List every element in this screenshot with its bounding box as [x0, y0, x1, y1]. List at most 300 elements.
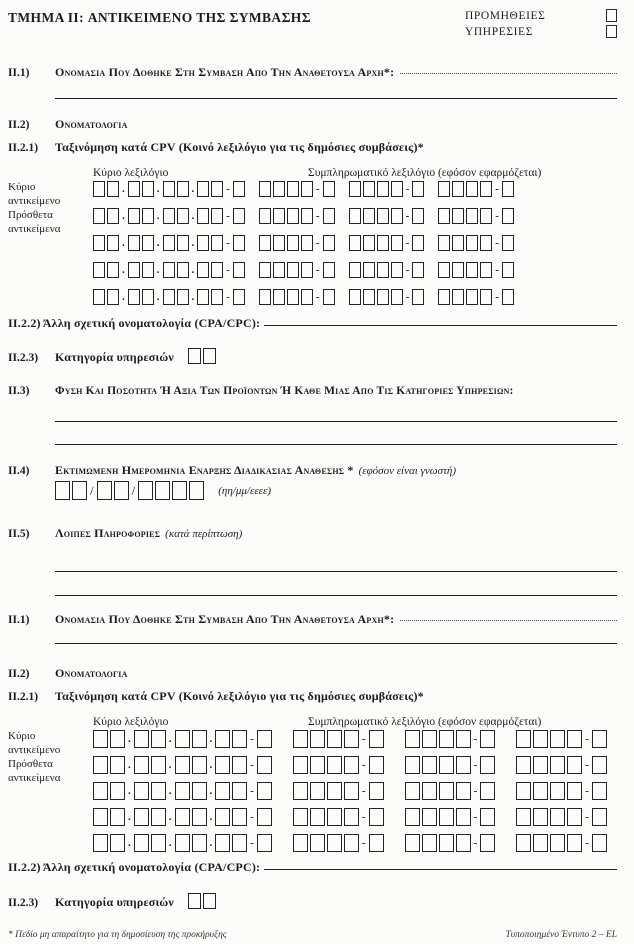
cpv-digit-box[interactable] [287, 181, 299, 197]
nature-quantity-write-line-1[interactable] [55, 421, 617, 422]
cpv-digit-box[interactable] [142, 208, 154, 224]
dot-separator: . [122, 182, 125, 195]
cpv-digit-box[interactable] [287, 262, 299, 278]
cpv-digit-box[interactable] [349, 181, 361, 197]
cpv-digit-box[interactable] [567, 730, 582, 748]
cpv-digit-box[interactable] [405, 834, 420, 852]
cpv-digit-box[interactable] [310, 730, 325, 748]
cpv-digit-box[interactable] [259, 208, 271, 224]
cpv-digit-box[interactable] [456, 756, 471, 774]
cpv-digit-box[interactable] [439, 834, 454, 852]
cpv-digit-box[interactable] [310, 756, 325, 774]
cpv-digit-box[interactable] [452, 208, 464, 224]
cpv-digit-box[interactable] [93, 208, 105, 224]
cpv-digit-box[interactable] [516, 756, 531, 774]
cpv-digit-box[interactable] [273, 235, 285, 251]
cpv-check-digit-box[interactable] [257, 730, 272, 748]
cpv-digit-box[interactable] [452, 235, 464, 251]
cpv-supplementary-code [349, 181, 425, 197]
cpv-digit-box[interactable] [110, 782, 125, 800]
cpv-digit-box[interactable] [107, 235, 119, 251]
date-format-hint: (ηη/μμ/εεεε) [218, 484, 271, 497]
service-category-box[interactable] [203, 893, 216, 909]
cpv-digit-box[interactable] [215, 756, 230, 774]
cpv-check-digit-box[interactable] [369, 756, 384, 774]
cpv-check-digit-box[interactable] [592, 834, 607, 852]
cpv-check-digit-box[interactable] [257, 808, 272, 826]
cpv-check-digit-box[interactable] [233, 208, 245, 224]
section-ii21-b [8, 689, 617, 704]
cpv-check-digit-box[interactable] [480, 834, 495, 852]
cpv-digit-box[interactable] [259, 262, 271, 278]
cpv-digit-box[interactable] [567, 808, 582, 826]
cpv-digit-box[interactable] [232, 756, 247, 774]
cpv-digit-box[interactable] [134, 782, 149, 800]
dot-separator: . [209, 758, 213, 771]
cpv-digit-box[interactable] [377, 208, 389, 224]
cpv-digit-box[interactable] [293, 808, 308, 826]
cpv-digit-box[interactable] [197, 262, 209, 278]
contract-name-dotted-field[interactable] [400, 73, 617, 74]
cpv-digit-box[interactable] [344, 756, 359, 774]
ii21-number: II.2.1) [8, 142, 39, 154]
cpv-digit-box[interactable] [516, 730, 531, 748]
cpv-digit-box[interactable] [107, 208, 119, 224]
cpv-digit-box[interactable] [128, 181, 140, 197]
cpv-digit-box[interactable] [110, 730, 125, 748]
cpv-digit-box[interactable] [456, 782, 471, 800]
cpv-digit-box[interactable] [273, 289, 285, 305]
cpv-digit-box[interactable] [259, 289, 271, 305]
date-digit-box[interactable] [72, 481, 87, 500]
dash-separator: - [585, 732, 589, 745]
cpv-digit-box[interactable] [177, 208, 189, 224]
cpv-digit-box[interactable] [422, 756, 437, 774]
cpv-digit-box[interactable] [439, 808, 454, 826]
cpv-digit-box[interactable] [273, 262, 285, 278]
cpv-check-digit-box[interactable] [592, 782, 607, 800]
cpv-digit-box[interactable] [452, 262, 464, 278]
cpv-digit-box[interactable] [533, 834, 548, 852]
cpv-digit-box[interactable] [192, 782, 207, 800]
cpv-digit-box[interactable] [349, 262, 361, 278]
cpv-check-digit-box[interactable] [480, 730, 495, 748]
cpv-check-digit-box[interactable] [323, 208, 335, 224]
cpv-digit-box[interactable] [134, 834, 149, 852]
cpv-digit-box[interactable] [287, 289, 299, 305]
cpv-digit-box[interactable] [93, 730, 108, 748]
date-digit-box[interactable] [114, 481, 129, 500]
cpv-digit-box[interactable] [301, 208, 313, 224]
cpv-digit-box[interactable] [128, 235, 140, 251]
cpv-digit-box[interactable] [163, 262, 175, 278]
nature-quantity-write-line-2[interactable] [55, 444, 617, 445]
cpv-digit-box[interactable] [550, 730, 565, 748]
cpv-digit-box[interactable] [344, 730, 359, 748]
cpv-row-additional-object [93, 756, 617, 774]
cpv-digit-box[interactable] [110, 834, 125, 852]
cpv-digit-box[interactable] [163, 181, 175, 197]
cpv-digit-box[interactable] [349, 235, 361, 251]
cpv-digit-box[interactable] [363, 262, 375, 278]
cpv-digit-box[interactable] [480, 208, 492, 224]
cpv-digit-box[interactable] [192, 756, 207, 774]
cpv-digit-box[interactable] [349, 208, 361, 224]
cpv-supplementary-code [349, 235, 425, 251]
dash-separator: - [315, 236, 320, 249]
cpv-digit-box[interactable] [567, 756, 582, 774]
cpv-check-digit-box[interactable] [592, 808, 607, 826]
cpv-digit-box[interactable] [438, 181, 450, 197]
cpv-digit-box[interactable] [211, 289, 223, 305]
cpa-cpc-write-line[interactable] [264, 325, 617, 326]
cpv-digit-box[interactable] [175, 730, 190, 748]
cpv-digit-box[interactable] [438, 262, 450, 278]
cpv-check-digit-box[interactable] [412, 181, 424, 197]
cpv-check-digit-box[interactable] [323, 262, 335, 278]
cpv-digit-box[interactable] [327, 730, 342, 748]
cpv-check-digit-box[interactable] [257, 834, 272, 852]
cpv-digit-box[interactable] [452, 181, 464, 197]
cpv-digit-box[interactable] [151, 808, 166, 826]
date-digit-box[interactable] [55, 481, 70, 500]
date-digit-box[interactable] [172, 481, 187, 500]
dash-separator: - [495, 290, 499, 303]
cpv-digit-box[interactable] [438, 208, 450, 224]
cpv-digit-box[interactable] [287, 235, 299, 251]
dot-separator: . [156, 236, 160, 249]
cpv-digit-box[interactable] [93, 808, 108, 826]
cpv-digit-box[interactable] [215, 782, 230, 800]
cpv-digit-box[interactable] [134, 756, 149, 774]
cpv-digit-box[interactable] [151, 756, 166, 774]
cpv-digit-box[interactable] [163, 208, 175, 224]
cpv-supplementary-code [516, 756, 607, 774]
cpv-check-digit-box[interactable] [480, 808, 495, 826]
cpv-digit-box[interactable] [197, 181, 209, 197]
cpv-digit-box[interactable] [142, 235, 154, 251]
dash-separator: - [250, 784, 254, 797]
cpv-digit-box[interactable] [439, 782, 454, 800]
cpv-row-main-object [93, 730, 617, 748]
cpv-digit-box[interactable] [391, 235, 403, 251]
cpv-digit-box[interactable] [466, 208, 478, 224]
ii3-number: II.3) [8, 385, 30, 397]
cpv-digit-box[interactable] [405, 782, 420, 800]
cpv-supplementary-code [438, 208, 514, 224]
cpv-digit-box[interactable] [391, 181, 403, 197]
cpv-digit-box[interactable] [293, 782, 308, 800]
cpv-check-digit-box[interactable] [502, 262, 514, 278]
cpv-digit-box[interactable] [550, 808, 565, 826]
cpv-digit-box[interactable] [93, 262, 105, 278]
cpv-digit-box[interactable] [287, 208, 299, 224]
cpv-check-digit-box[interactable] [592, 730, 607, 748]
cpv-digit-box[interactable] [215, 730, 230, 748]
cpv-digit-box[interactable] [344, 834, 359, 852]
cpv-digit-box[interactable] [456, 730, 471, 748]
contract-name-dotted-field-b[interactable] [400, 620, 617, 621]
cpv-digit-box[interactable] [93, 181, 105, 197]
cpv-digit-box[interactable] [310, 834, 325, 852]
cpv-check-digit-box[interactable] [412, 235, 424, 251]
cpv-digit-box[interactable] [142, 289, 154, 305]
cpv-digit-box[interactable] [175, 808, 190, 826]
cpv-digit-box[interactable] [232, 730, 247, 748]
cpv-digit-box[interactable] [192, 730, 207, 748]
date-digit-box[interactable] [97, 481, 112, 500]
cpv-digit-box[interactable] [192, 834, 207, 852]
cpv-digit-box[interactable] [301, 181, 313, 197]
cpv-digit-box[interactable] [93, 235, 105, 251]
cpv-digit-box[interactable] [327, 808, 342, 826]
cpv-digit-box[interactable] [232, 782, 247, 800]
contract-type-services [465, 25, 617, 38]
cpv-digit-box[interactable] [215, 808, 230, 826]
cpv-main-vocabulary-code [93, 208, 245, 224]
date-digit-box[interactable] [138, 481, 153, 500]
cpv-check-digit-box[interactable] [369, 782, 384, 800]
cpv-digit-box[interactable] [405, 808, 420, 826]
supplementary-vocabulary-header-b: Συμπληρωματικό λεξιλόγιο (εφόσον εφαρμόζεται) [308, 716, 542, 728]
cpv-digit-box[interactable] [293, 834, 308, 852]
cpv-digit-box[interactable] [93, 289, 105, 305]
cpv-digit-box[interactable] [456, 808, 471, 826]
cpv-digit-box[interactable] [480, 235, 492, 251]
cpv-supplementary-code [259, 181, 335, 197]
cpv-digit-box[interactable] [163, 289, 175, 305]
cpv-digit-box[interactable] [310, 782, 325, 800]
cpv-digit-box[interactable] [466, 235, 478, 251]
contract-name-write-line-b[interactable] [55, 643, 617, 644]
cpv-digit-box[interactable] [480, 289, 492, 305]
cpv-digit-box[interactable] [363, 208, 375, 224]
other-info-write-line-1[interactable] [55, 571, 617, 572]
supplies-checkbox[interactable] [606, 9, 617, 22]
cpv-digit-box[interactable] [363, 235, 375, 251]
cpv-digit-box[interactable] [177, 181, 189, 197]
cpv-digit-box[interactable] [177, 262, 189, 278]
cpv-digit-box[interactable] [391, 208, 403, 224]
cpv-check-digit-box[interactable] [323, 289, 335, 305]
cpv-digit-box[interactable] [567, 782, 582, 800]
cpv-check-digit-box[interactable] [233, 262, 245, 278]
cpv-digit-box[interactable] [516, 834, 531, 852]
cpv-digit-box[interactable] [480, 262, 492, 278]
ii1-number: II.1) [8, 67, 30, 79]
cpa-cpc-write-line-b[interactable] [264, 869, 617, 870]
cpv-supplementary-code [438, 289, 514, 305]
dash-separator: - [250, 732, 254, 745]
cpv-digit-box[interactable] [197, 208, 209, 224]
cpv-check-digit-box[interactable] [323, 235, 335, 251]
cpv-supplementary-code [438, 181, 514, 197]
cpv-digit-box[interactable] [177, 235, 189, 251]
cpv-digit-box[interactable] [363, 181, 375, 197]
cpv-digit-box[interactable] [363, 289, 375, 305]
cpv-digit-box[interactable] [215, 834, 230, 852]
cpv-digit-box[interactable] [151, 730, 166, 748]
cpv-check-digit-box[interactable] [412, 262, 424, 278]
cpv-check-digit-box[interactable] [233, 181, 245, 197]
cpv-digit-box[interactable] [128, 208, 140, 224]
cpv-check-digit-box[interactable] [369, 730, 384, 748]
cpv-digit-box[interactable] [344, 808, 359, 826]
cpv-digit-box[interactable] [273, 208, 285, 224]
cpv-digit-box[interactable] [134, 730, 149, 748]
cpv-check-digit-box[interactable] [369, 834, 384, 852]
cpv-digit-box[interactable] [273, 181, 285, 197]
cpv-digit-box[interactable] [197, 235, 209, 251]
services-label: ΥΠΗΡΕΣΙΕΣ [465, 25, 533, 38]
cpv-digit-box[interactable] [211, 262, 223, 278]
cpv-check-digit-box[interactable] [323, 181, 335, 197]
cpv-digit-box[interactable] [142, 181, 154, 197]
cpv-digit-box[interactable] [93, 834, 108, 852]
cpv-digit-box[interactable] [377, 235, 389, 251]
cpv-digit-box[interactable] [110, 756, 125, 774]
cpv-digit-box[interactable] [175, 834, 190, 852]
cpv-digit-box[interactable] [177, 289, 189, 305]
cpv-check-digit-box[interactable] [233, 289, 245, 305]
cpv-digit-box[interactable] [391, 289, 403, 305]
cpv-digit-box[interactable] [327, 756, 342, 774]
cpv-digit-box[interactable] [550, 756, 565, 774]
cpv-digit-box[interactable] [516, 782, 531, 800]
cpv-digit-box[interactable] [466, 289, 478, 305]
cpv-check-digit-box[interactable] [412, 208, 424, 224]
cpv-digit-box[interactable] [142, 262, 154, 278]
cpv-digit-box[interactable] [134, 808, 149, 826]
cpv-digit-box[interactable] [466, 262, 478, 278]
dash-separator: - [361, 732, 366, 745]
date-digit-box[interactable] [189, 481, 204, 500]
cpv-digit-box[interactable] [550, 782, 565, 800]
cpv-digit-box[interactable] [128, 289, 140, 305]
cpv-digit-box[interactable] [107, 289, 119, 305]
cpv-check-digit-box[interactable] [369, 808, 384, 826]
cpv-check-digit-box[interactable] [233, 235, 245, 251]
cpv-check-digit-box[interactable] [480, 756, 495, 774]
cpv-digit-box[interactable] [405, 730, 420, 748]
section-ii2-b [8, 666, 617, 681]
cpv-digit-box[interactable] [175, 782, 190, 800]
cpv-digit-box[interactable] [480, 181, 492, 197]
cpv-digit-box[interactable] [377, 262, 389, 278]
service-category-box[interactable] [188, 893, 201, 909]
cpv-check-digit-box[interactable] [502, 181, 514, 197]
dash-separator: - [226, 236, 230, 249]
other-info-write-line-2[interactable] [55, 595, 617, 596]
cpv-digit-box[interactable] [163, 235, 175, 251]
cpv-digit-box[interactable] [107, 262, 119, 278]
cpv-check-digit-box[interactable] [502, 235, 514, 251]
cpv-digit-box[interactable] [293, 730, 308, 748]
cpv-row-additional-object [93, 808, 617, 826]
cpv-row-additional-object [93, 208, 617, 224]
cpv-digit-box[interactable] [107, 181, 119, 197]
cpv-digit-box[interactable] [175, 756, 190, 774]
cpv-digit-box[interactable] [110, 808, 125, 826]
cpv-check-digit-box[interactable] [502, 289, 514, 305]
cpv-digit-box[interactable] [93, 756, 108, 774]
cpv-digit-box[interactable] [192, 808, 207, 826]
cpv-digit-box[interactable] [567, 834, 582, 852]
cpv-digit-box[interactable] [456, 834, 471, 852]
cpv-digit-box[interactable] [211, 181, 223, 197]
cpv-digit-box[interactable] [422, 730, 437, 748]
cpv-digit-box[interactable] [128, 262, 140, 278]
cpv-digit-box[interactable] [93, 782, 108, 800]
cpv-digit-box[interactable] [232, 834, 247, 852]
cpv-check-digit-box[interactable] [257, 782, 272, 800]
cpv-digit-box[interactable] [211, 208, 223, 224]
cpv-digit-box[interactable] [301, 262, 313, 278]
contract-name-write-line[interactable] [55, 98, 617, 99]
cpv-digit-box[interactable] [211, 235, 223, 251]
cpv-digit-box[interactable] [344, 782, 359, 800]
cpv-digit-box[interactable] [438, 235, 450, 251]
cpv-check-digit-box[interactable] [412, 289, 424, 305]
ii4-number: II.4) [8, 465, 30, 477]
service-category-box[interactable] [188, 348, 201, 364]
services-checkbox[interactable] [606, 25, 617, 38]
cpv-digit-box[interactable] [259, 181, 271, 197]
cpv-check-digit-box[interactable] [480, 782, 495, 800]
date-digit-box[interactable] [155, 481, 170, 500]
ii3-label: Φυση Και Ποσοτητα Ή Αξια Των Προϊοντων Ή Καθε Μιας Απο Τις Κατηγοριες Υπηρεσιων: [55, 385, 514, 397]
dash-separator: - [361, 758, 366, 771]
cpv-digit-box[interactable] [466, 181, 478, 197]
section-ii22-b [8, 860, 617, 875]
cpv-digit-box[interactable] [310, 808, 325, 826]
service-category-box[interactable] [203, 348, 216, 364]
cpv-digit-box[interactable] [439, 756, 454, 774]
cpv-digit-box[interactable] [533, 782, 548, 800]
cpv-digit-box[interactable] [452, 289, 464, 305]
cpv-check-digit-box[interactable] [257, 756, 272, 774]
cpv-digit-box[interactable] [327, 834, 342, 852]
cpv-digit-box[interactable] [301, 289, 313, 305]
cpv-digit-box[interactable] [533, 756, 548, 774]
cpv-digit-box[interactable] [438, 289, 450, 305]
cpv-digit-box[interactable] [293, 756, 308, 774]
cpv-digit-box[interactable] [151, 782, 166, 800]
cpv-digit-box[interactable] [301, 235, 313, 251]
cpv-check-digit-box[interactable] [502, 208, 514, 224]
cpv-digit-box[interactable] [533, 808, 548, 826]
cpv-digit-box[interactable] [377, 289, 389, 305]
cpv-digit-box[interactable] [422, 834, 437, 852]
cpv-digit-box[interactable] [422, 808, 437, 826]
cpv-digit-box[interactable] [327, 782, 342, 800]
cpv-digit-box[interactable] [405, 756, 420, 774]
cpv-digit-box[interactable] [516, 808, 531, 826]
dash-separator: - [250, 836, 254, 849]
cpv-digit-box[interactable] [151, 834, 166, 852]
cpv-check-digit-box[interactable] [592, 756, 607, 774]
cpv-digit-box[interactable] [533, 730, 548, 748]
cpv-digit-box[interactable] [197, 289, 209, 305]
cpv-digit-box[interactable] [439, 730, 454, 748]
cpv-digit-box[interactable] [391, 262, 403, 278]
cpv-digit-box[interactable] [550, 834, 565, 852]
cpv-digit-box[interactable] [259, 235, 271, 251]
cpv-digit-box[interactable] [349, 289, 361, 305]
cpv-digit-box[interactable] [232, 808, 247, 826]
cpv-digit-box[interactable] [422, 782, 437, 800]
cpv-digit-box[interactable] [377, 181, 389, 197]
